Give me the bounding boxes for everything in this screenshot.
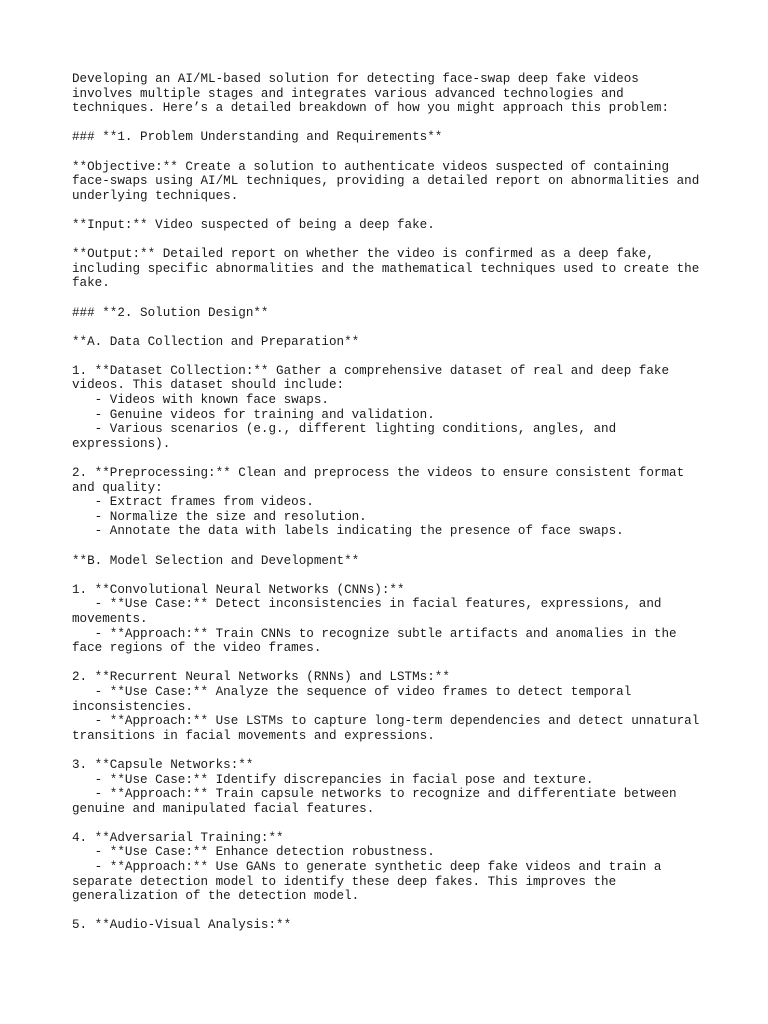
text-line: Developing an AI/ML-based solution for detecting face-swap deep fake videos	[72, 72, 639, 86]
blank-line	[72, 320, 732, 335]
text-line: - **Use Case:** Identify discrepancies in facial pose and texture.	[72, 772, 594, 787]
blank-line	[72, 116, 732, 131]
text-line: separate detection model to identify these deep fakes. This improves the	[72, 874, 617, 889]
text-line: **Output:** Detailed report on whether the video is confirmed as a deep fake,	[72, 247, 654, 262]
text-line: 5. **Audio-Visual Analysis:**	[72, 918, 292, 933]
text-line: and quality:	[72, 480, 163, 495]
blank-line	[72, 291, 732, 306]
text-line: - Normalize the size and resolution.	[72, 509, 367, 524]
text-line: 2. **Preprocessing:** Clean and preprocess the videos to ensure consistent format	[72, 466, 685, 481]
text-line: face regions of the video frames.	[72, 641, 322, 656]
text-line: including specific abnormalities and the mathematical techniques used to create the	[72, 261, 700, 276]
text-line: underlying techniques.	[72, 188, 239, 203]
text-line: 3. **Capsule Networks:**	[72, 757, 254, 772]
text-line: - **Use Case:** Enhance detection robustness.	[72, 845, 435, 860]
text-line: - **Use Case:** Analyze the sequence of video frames to detect temporal	[72, 684, 632, 699]
text-line: - **Approach:** Train CNNs to recognize subtle artifacts and anomalies in the	[72, 626, 677, 641]
text-line: 1. **Dataset Collection:** Gather a comprehensive dataset of real and deep fake	[72, 363, 670, 378]
blank-line	[72, 451, 732, 466]
blank-line	[72, 233, 732, 248]
text-line: - **Approach:** Use LSTMs to capture long-term dependencies and detect unnatural	[72, 714, 700, 729]
text-line: **Objective:** Create a solution to authenticate videos suspected of containing	[72, 159, 670, 174]
text-line: techniques. Here’s a detailed breakdown of how you might approach this problem:	[72, 101, 670, 116]
text-line: ### **1. Problem Understanding and Requirements**	[72, 130, 443, 145]
text-line: movements.	[72, 611, 148, 626]
text-line: **A. Data Collection and Preparation**	[72, 334, 360, 349]
text-line: - Various scenarios (e.g., different lighting conditions, angles, and	[72, 422, 617, 437]
text-line: - **Use Case:** Detect inconsistencies in facial features, expressions, and	[72, 597, 662, 612]
text-line: **B. Model Selection and Development**	[72, 553, 360, 568]
text-line: **Input:** Video suspected of being a deep fake.	[72, 217, 435, 232]
text-line: generalization of the detection model.	[72, 889, 360, 904]
text-line: videos. This dataset should include:	[72, 378, 345, 393]
text-line: - **Approach:** Train capsule networks to recognize and differentiate between	[72, 787, 677, 802]
text-line: expressions).	[72, 436, 171, 451]
blank-line	[72, 656, 732, 671]
text-line: - Genuine videos for training and validation.	[72, 407, 435, 422]
blank-line	[72, 568, 732, 583]
blank-line	[72, 349, 732, 364]
text-line: involves multiple stages and integrates various advanced technologies and	[72, 86, 624, 101]
text-line: - **Approach:** Use GANs to generate synthetic deep fake videos and train a	[72, 860, 662, 875]
text-line: 4. **Adversarial Training:**	[72, 830, 284, 845]
document-body	[72, 72, 732, 933]
blank-line	[72, 743, 732, 758]
text-line: - Annotate the data with labels indicating the presence of face swaps.	[72, 524, 624, 539]
text-line: face-swaps using AI/ML techniques, providing a detailed report on abnormalities and	[72, 174, 700, 189]
blank-line	[72, 203, 732, 218]
text-line: - Extract frames from videos.	[72, 495, 314, 510]
text-line: ### **2. Solution Design**	[72, 305, 269, 320]
text-line: transitions in facial movements and expressions.	[72, 728, 435, 743]
text-line: inconsistencies.	[72, 699, 193, 714]
text-line: 2. **Recurrent Neural Networks (RNNs) and LSTMs:**	[72, 670, 450, 685]
text-line: - Videos with known face swaps.	[72, 393, 329, 408]
text-line: fake.	[72, 276, 110, 291]
text-line: 1. **Convolutional Neural Networks (CNNs):**	[72, 582, 405, 597]
blank-line	[72, 145, 732, 160]
blank-line	[72, 904, 732, 919]
blank-line	[72, 816, 732, 831]
text-line: genuine and manipulated facial features.	[72, 801, 375, 816]
blank-line	[72, 539, 732, 554]
